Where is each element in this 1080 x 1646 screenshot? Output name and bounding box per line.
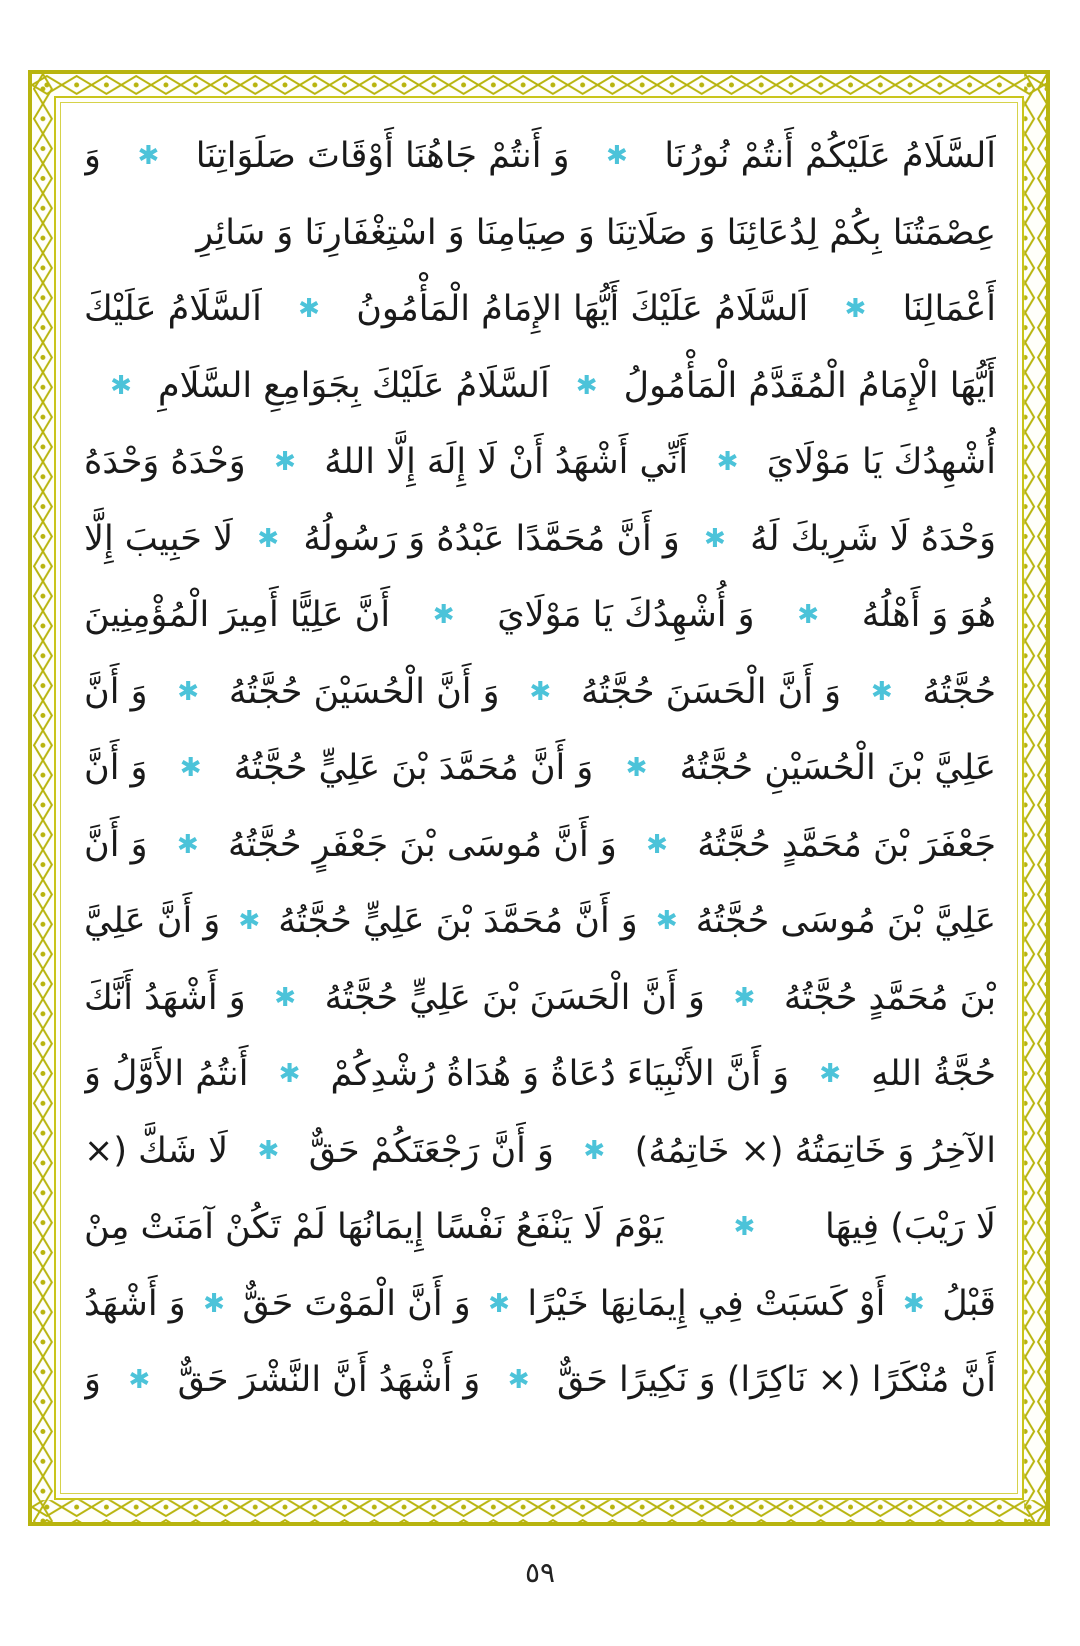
star-separator-icon: ✱ <box>298 294 320 325</box>
text-segment: وَحْدَهُ لَا شَرِيكَ لَهُ <box>750 518 996 559</box>
star-separator-icon: ✱ <box>704 523 726 554</box>
star-separator-icon: ✱ <box>432 600 455 631</box>
text-segment: بْنَ مُحَمَّدٍ حُجَّتُهُ <box>783 977 996 1018</box>
text-segment: عِصْمَتُنَا بِكُمْ لِدُعَائِنَا وَ صَلَاتِنَا وَ صِيَامِنَا وَ اسْتِغْفَارِنَا وَ سَائِرِ <box>196 212 996 253</box>
text-segment: وَ أَنَّ <box>84 824 148 865</box>
text-line <box>84 501 996 578</box>
text-segment: أَنتُمُ الأَوَّلُ وَ <box>84 1054 249 1095</box>
page-number: ٥٩ <box>524 1556 556 1589</box>
star-separator-icon: ✱ <box>507 1365 530 1396</box>
text-segment: أَنَّ عَلِيًّا أَمِيرَ الْمُؤْمِنِينَ <box>84 595 391 636</box>
text-segment: وَ <box>84 136 101 177</box>
text-segment: لَا رَيْبَ) فِيهَا <box>825 1207 996 1248</box>
text-segment: أَوْ كَسَبَتْ فِي إِيمَانِهَا خَيْرًا <box>527 1283 886 1324</box>
star-separator-icon: ✱ <box>733 982 756 1013</box>
text-segment: عَلِيَّ بْنَ مُوسَى حُجَّتُهُ <box>695 901 996 942</box>
text-segment: لَا شَكَّ (× <box>84 1130 229 1171</box>
star-separator-icon: ✱ <box>488 1288 510 1319</box>
text-line <box>84 424 996 501</box>
text-segment: أَنِّي أَشْهَدُ أَنْ لَا إِلَهَ إِلَّا اللهُ <box>324 442 689 483</box>
star-separator-icon: ✱ <box>625 753 648 784</box>
text-line <box>84 1342 996 1419</box>
star-separator-icon: ✱ <box>646 829 668 860</box>
text-segment: وَ أَنتُمْ جَاهُنَا أَوْقَاتَ صَلَوَاتِنَا <box>195 136 570 177</box>
text-segment: وَ أَنَّ الْمَوْتَ حَقٌّ <box>242 1283 471 1324</box>
star-separator-icon: ✱ <box>177 676 200 707</box>
star-separator-icon: ✱ <box>870 676 893 707</box>
text-line <box>84 960 996 1037</box>
text-segment: وَ أَشْهَدُ أَنَّكَ <box>84 977 246 1018</box>
star-separator-icon: ✱ <box>274 447 296 478</box>
star-separator-icon: ✱ <box>606 141 628 172</box>
text-line <box>84 1036 996 1113</box>
text-line <box>84 730 996 807</box>
text-segment: وَ أَنَّ الأَنْبِيَاءَ دُعَاةُ وَ هُدَاةُ رُشْدِكُمْ <box>330 1054 790 1095</box>
text-line <box>84 577 996 654</box>
star-separator-icon: ✱ <box>257 523 280 554</box>
text-segment: وَ أُشْهِدُكَ يَا مَوْلَايَ <box>497 595 755 636</box>
text-segment: أُشْهِدُكَ يَا مَوْلَايَ <box>766 442 996 483</box>
text-line <box>84 1266 996 1343</box>
text-segment: لَا حَبِيبَ إِلَّا <box>84 518 234 559</box>
star-separator-icon: ✱ <box>238 906 261 937</box>
star-separator-icon: ✱ <box>529 676 552 707</box>
text-segment: جَعْفَرَ بْنَ مُحَمَّدٍ حُجَّتُهُ <box>697 824 996 865</box>
text-segment: وَ أَنَّ <box>84 748 148 789</box>
prayer-text-body <box>84 118 996 1419</box>
text-line <box>84 271 996 348</box>
text-segment: اَلسَّلَامُ عَلَيْكَ <box>84 289 262 330</box>
text-line <box>84 1113 996 1190</box>
text-segment: وَ أَشْهَدُ أَنَّ النَّشْرَ حَقٌّ <box>177 1360 481 1401</box>
text-line <box>84 883 996 960</box>
text-line <box>84 807 996 884</box>
star-separator-icon: ✱ <box>110 370 132 401</box>
text-segment: وَ أَنَّ مُوسَى بْنَ جَعْفَرٍ حُجَّتُهُ <box>227 824 617 865</box>
text-segment: اَلسَّلَامُ عَلَيْكَ بِجَوَامِعِ السَّلَامِ <box>157 365 550 406</box>
text-segment: أَيُّهَا الْإِمَامُ الْمُقَدَّمُ الْمَأْمُولُ <box>623 365 996 406</box>
text-segment: قَبْلُ <box>942 1283 996 1324</box>
star-separator-icon: ✱ <box>128 1365 151 1396</box>
text-segment: وَ أَنَّ عَلِيَّ <box>84 901 221 942</box>
text-segment: أَنَّ مُنْكَرًا (× نَاكِرًا) وَ نَكِيرًا حَقٌّ <box>557 1360 996 1401</box>
text-segment: وَ أَنَّ مُحَمَّدًا عَبْدُهُ وَ رَسُولُهُ <box>303 518 680 559</box>
text-segment: وَ أَنَّ الْحُسَيْنَ حُجَّتُهُ <box>228 671 500 712</box>
text-line <box>84 118 996 195</box>
text-line <box>84 348 996 425</box>
text-segment: اَلسَّلَامُ عَلَيْكَ أَيُّهَا الإِمَامُ الْمَأْمُونُ <box>356 289 809 330</box>
text-segment: وَحْدَهُ وَحْدَهُ <box>84 442 246 483</box>
star-separator-icon: ✱ <box>278 1059 301 1090</box>
text-segment: حُجَّتُهُ <box>922 671 996 712</box>
star-separator-icon: ✱ <box>902 1288 925 1319</box>
text-segment: الآخِرُ وَ خَاتِمَتُهُ (× خَاتِمُهُ) <box>634 1130 996 1171</box>
star-separator-icon: ✱ <box>257 1135 280 1166</box>
star-separator-icon: ✱ <box>179 753 202 784</box>
star-separator-icon: ✱ <box>575 370 598 401</box>
text-segment: اَلسَّلَامُ عَلَيْكُمْ أَنتُمْ نُورُنَا <box>664 136 996 177</box>
text-line <box>84 1189 996 1266</box>
text-segment: وَ أَنَّ الْحَسَنَ حُجَّتُهُ <box>580 671 842 712</box>
star-separator-icon: ✱ <box>583 1135 606 1166</box>
star-separator-icon: ✱ <box>844 294 867 325</box>
text-segment: وَ أَنَّ <box>84 671 148 712</box>
text-segment: وَ أَنَّ مُحَمَّدَ بْنَ عَلِيٍّ حُجَّتُهُ <box>278 901 638 942</box>
text-segment: وَ أَنَّ مُحَمَّدَ بْنَ عَلِيٍّ حُجَّتُهُ <box>233 748 594 789</box>
star-separator-icon: ✱ <box>655 906 678 937</box>
text-segment: وَ أَنَّ رَجْعَتَكُمْ حَقٌّ <box>308 1130 554 1171</box>
text-line <box>84 195 996 272</box>
text-segment: وَ أَشْهَدُ <box>84 1283 186 1324</box>
star-separator-icon: ✱ <box>176 829 199 860</box>
text-segment: عَلِيَّ بْنَ الْحُسَيْنِ حُجَّتُهُ <box>679 748 996 789</box>
text-segment: وَ أَنَّ الْحَسَنَ بْنَ عَلِيٍّ حُجَّتُهُ <box>324 977 705 1018</box>
star-separator-icon: ✱ <box>203 1288 225 1319</box>
text-segment: يَوْمَ لَا يَنْفَعُ نَفْسًا إِيمَانُهَا لَمْ تَكُنْ آمَنَتْ مِنْ <box>84 1207 664 1248</box>
star-separator-icon: ✱ <box>733 1212 756 1243</box>
star-separator-icon: ✱ <box>819 1059 842 1090</box>
star-separator-icon: ✱ <box>137 141 160 172</box>
text-segment: حُجَّةُ اللهِ <box>871 1054 996 1095</box>
text-line <box>84 654 996 731</box>
text-segment: وَ <box>84 1360 101 1401</box>
star-separator-icon: ✱ <box>797 600 820 631</box>
text-segment: أَعْمَالِنَا <box>902 289 996 330</box>
star-separator-icon: ✱ <box>716 447 739 478</box>
star-separator-icon: ✱ <box>274 982 297 1013</box>
text-segment: هُوَ وَ أَهْلُهُ <box>861 595 996 636</box>
